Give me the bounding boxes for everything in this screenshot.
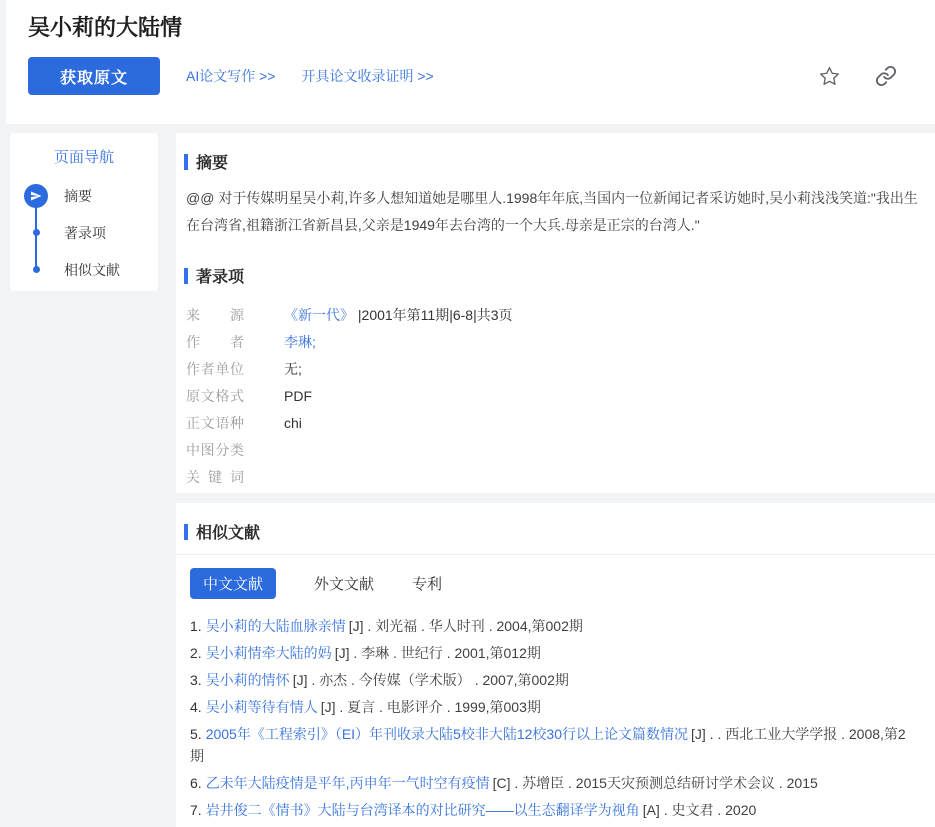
field-label: 中图分类 bbox=[186, 442, 244, 458]
list-item bbox=[190, 642, 917, 664]
tab-chinese-docs[interactable]: 中文文献 bbox=[190, 568, 276, 599]
get-fulltext-button[interactable]: 获取原文 bbox=[28, 57, 160, 95]
action-row bbox=[28, 57, 911, 95]
doc-meta: [J] . 李琳 . 世纪行 . 2001,第012期 bbox=[334, 645, 541, 661]
header-links bbox=[186, 66, 434, 86]
abstract-section-header bbox=[184, 150, 923, 173]
field-label: 原文格式 bbox=[186, 388, 244, 404]
field-text: |2001年第11期|6-8|共3页 bbox=[354, 307, 513, 323]
doc-title-link[interactable]: 吴小莉情牵大陆的妈 bbox=[205, 645, 332, 661]
doc-title-link[interactable]: 岩井俊二《情书》大陆与台湾译本的对比研究——以生态翻译学为视角 bbox=[205, 802, 640, 818]
doc-title-link[interactable]: 2005年《工程索引》（EI）年刊收录大陆5校非大陆12校30行以上论文篇数情况 bbox=[205, 726, 688, 742]
list-item bbox=[190, 669, 917, 691]
list-item bbox=[190, 723, 917, 767]
doc-meta: [J] . . 西北工业大学学报 . 2008,第2期 bbox=[190, 726, 906, 764]
ai-paper-writing-link[interactable]: AI论文写作 >> bbox=[186, 68, 276, 84]
page-navigation-sidebar bbox=[10, 133, 158, 291]
bibliography-section-header bbox=[184, 264, 923, 287]
list-item bbox=[190, 615, 917, 637]
abstract-heading: 摘要 bbox=[196, 155, 229, 172]
doc-number: 5. bbox=[190, 726, 202, 742]
bib-row-keywords bbox=[186, 464, 923, 491]
field-label: 作者 bbox=[186, 334, 244, 350]
section-bar-icon bbox=[184, 524, 188, 540]
inclusion-certificate-link[interactable]: 开具论文收录证明 >> bbox=[301, 68, 434, 84]
doc-number: 1. bbox=[190, 618, 202, 634]
bibliography-section bbox=[184, 264, 923, 491]
abstract-bibliography-card bbox=[176, 133, 935, 493]
doc-title-link[interactable]: 吴小莉的情怀 bbox=[205, 672, 290, 688]
tab-patents[interactable]: 专利 bbox=[412, 576, 443, 593]
list-item bbox=[190, 772, 917, 794]
tab-foreign-docs[interactable]: 外文文献 bbox=[314, 576, 375, 593]
sidebar-nav-list bbox=[10, 177, 158, 288]
section-bar-icon bbox=[184, 268, 188, 284]
sidebar-item-label: 著录项 bbox=[64, 224, 106, 241]
field-label: 正文语种 bbox=[186, 415, 244, 431]
abstract-text: @@ 对于传媒明星吴小莉,许多人想知道她是哪里人.1998年年底,当国内一位新闻记者采访她时,吴小莉浅浅笑道:"我出生在台湾省,祖籍浙江省新昌县,父亲是1949年去台湾的一个大兵.母亲是正宗的台湾人." bbox=[186, 190, 918, 233]
sidebar-title: 页面导航 bbox=[53, 149, 114, 166]
main-column bbox=[176, 133, 935, 827]
field-label: 关键词 bbox=[186, 469, 244, 485]
link-icon[interactable] bbox=[875, 65, 897, 87]
bibliography-fields bbox=[186, 302, 923, 491]
doc-meta: [J] . 亦杰 . 今传媒（学术版） . 2007,第002期 bbox=[292, 672, 569, 688]
bib-row-format bbox=[186, 383, 923, 410]
divider bbox=[176, 554, 935, 555]
page-title: 吴小莉的大陆情 bbox=[28, 15, 183, 40]
nav-marker-active bbox=[24, 184, 48, 208]
similar-section-header bbox=[184, 520, 923, 543]
field-value bbox=[284, 410, 302, 437]
similar-docs-card bbox=[176, 503, 935, 827]
list-item bbox=[190, 696, 917, 718]
field-text: chi bbox=[284, 415, 302, 431]
sidebar-item-similar-docs[interactable] bbox=[10, 251, 158, 288]
section-bar-icon bbox=[184, 154, 188, 170]
bib-row-source bbox=[186, 302, 923, 329]
field-text: PDF bbox=[284, 388, 312, 404]
content-area bbox=[0, 124, 935, 827]
similar-tabs bbox=[190, 568, 923, 599]
list-item bbox=[190, 799, 917, 821]
doc-title-link[interactable]: 乙未年大陆疫情是平年,丙申年一气时空有疫情 bbox=[205, 775, 490, 791]
doc-meta: [J] . 夏言 . 电影评介 . 1999,第003期 bbox=[320, 699, 541, 715]
bib-row-language bbox=[186, 410, 923, 437]
nav-marker-dot bbox=[24, 221, 48, 245]
field-value bbox=[284, 356, 302, 383]
bib-row-author bbox=[186, 329, 923, 356]
header bbox=[6, 0, 935, 124]
sidebar-item-label: 摘要 bbox=[64, 187, 92, 204]
nav-marker-dot bbox=[24, 258, 48, 282]
source-journal-link[interactable]: 《新一代》 bbox=[284, 307, 354, 323]
header-icons bbox=[818, 65, 897, 88]
author-link[interactable]: 李琳; bbox=[284, 334, 316, 350]
sidebar-item-abstract[interactable] bbox=[10, 177, 158, 214]
field-text: 无; bbox=[284, 361, 302, 377]
bib-row-affiliation bbox=[186, 356, 923, 383]
bibliography-heading: 著录项 bbox=[196, 269, 245, 286]
similar-doc-list bbox=[190, 615, 917, 821]
field-label: 作者单位 bbox=[186, 361, 244, 377]
field-value bbox=[284, 383, 312, 410]
field-value bbox=[284, 329, 316, 356]
doc-number: 3. bbox=[190, 672, 202, 688]
similar-heading: 相似文献 bbox=[196, 525, 261, 542]
star-icon[interactable] bbox=[818, 65, 841, 88]
navigation-arrow-icon bbox=[24, 184, 48, 208]
doc-meta: [J] . 刘光福 . 华人时刊 . 2004,第002期 bbox=[348, 618, 583, 634]
doc-number: 6. bbox=[190, 775, 202, 791]
sidebar-item-bibliography[interactable] bbox=[10, 214, 158, 251]
doc-meta: [A] . 史文君 . 2020 bbox=[642, 802, 757, 818]
doc-number: 2. bbox=[190, 645, 202, 661]
doc-title-link[interactable]: 吴小莉的大陆血脉亲情 bbox=[205, 618, 346, 634]
doc-title-link[interactable]: 吴小莉等待有情人 bbox=[205, 699, 318, 715]
field-label: 来源 bbox=[186, 307, 244, 323]
sidebar-item-label: 相似文献 bbox=[64, 261, 120, 278]
doc-number: 4. bbox=[190, 699, 202, 715]
doc-meta: [C] . 苏增臣 . 2015天灾预测总结研讨学术会议 . 2015 bbox=[492, 775, 818, 791]
bib-row-clc bbox=[186, 437, 923, 464]
doc-number: 7. bbox=[190, 802, 202, 818]
field-value bbox=[284, 302, 513, 329]
